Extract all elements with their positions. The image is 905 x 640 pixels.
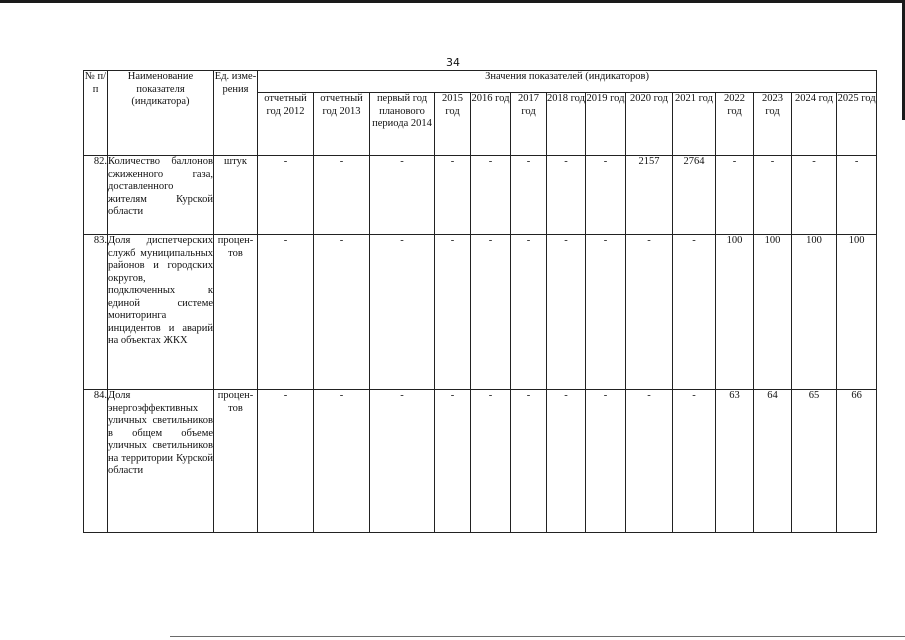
value-cell: - bbox=[511, 390, 547, 533]
value-cell: - bbox=[370, 390, 435, 533]
value-cell: 100 bbox=[754, 235, 792, 390]
value-cell: - bbox=[314, 156, 370, 235]
value-cell: - bbox=[258, 390, 314, 533]
value-cell: - bbox=[754, 156, 792, 235]
header-year: 2024 год bbox=[792, 93, 837, 156]
unit-cell: процен-тов bbox=[214, 235, 258, 390]
header-year: 2016 год bbox=[471, 93, 511, 156]
value-cell: - bbox=[370, 156, 435, 235]
value-cell: 2764 bbox=[673, 156, 716, 235]
header-year: 2020 год bbox=[626, 93, 673, 156]
value-cell: - bbox=[314, 390, 370, 533]
header-year: 2018 год bbox=[547, 93, 586, 156]
value-cell: - bbox=[471, 390, 511, 533]
page-number: 34 bbox=[446, 56, 460, 69]
row-number: 83. bbox=[84, 235, 108, 390]
header-year: 2015 год bbox=[435, 93, 471, 156]
header-year: 2022 год bbox=[716, 93, 754, 156]
value-cell: - bbox=[673, 235, 716, 390]
value-cell: - bbox=[586, 156, 626, 235]
value-cell: - bbox=[258, 235, 314, 390]
header-year: 2023 год bbox=[754, 93, 792, 156]
row-number: 82. bbox=[84, 156, 108, 235]
value-cell: - bbox=[586, 390, 626, 533]
header-year: 2019 год bbox=[586, 93, 626, 156]
header-year: 2017 год bbox=[511, 93, 547, 156]
value-cell: - bbox=[547, 390, 586, 533]
value-cell: - bbox=[547, 235, 586, 390]
value-cell: 100 bbox=[837, 235, 877, 390]
header-year: 2025 год bbox=[837, 93, 877, 156]
value-cell: - bbox=[435, 235, 471, 390]
value-cell: - bbox=[673, 390, 716, 533]
value-cell: 65 bbox=[792, 390, 837, 533]
header-year: отчетный год 2012 bbox=[258, 93, 314, 156]
value-cell: - bbox=[586, 235, 626, 390]
table-row bbox=[84, 156, 877, 235]
value-cell: - bbox=[626, 390, 673, 533]
row-number: 84. bbox=[84, 390, 108, 533]
value-cell: 100 bbox=[716, 235, 754, 390]
value-cell: - bbox=[370, 235, 435, 390]
value-cell: 63 bbox=[716, 390, 754, 533]
unit-cell: процен-тов bbox=[214, 390, 258, 533]
value-cell: - bbox=[511, 156, 547, 235]
table-row bbox=[84, 390, 877, 533]
header-num: № п/п bbox=[84, 71, 108, 156]
value-cell: - bbox=[626, 235, 673, 390]
value-cell: - bbox=[792, 156, 837, 235]
header-name: Наименование показателя (индикатора) bbox=[108, 71, 214, 156]
header-year: 2021 год bbox=[673, 93, 716, 156]
indicator-name: Доля энергоэффективных уличных светильников в общем объеме уличных светильников на территории Курской области bbox=[108, 390, 214, 533]
value-cell: - bbox=[511, 235, 547, 390]
header-year: первый год планового периода 2014 bbox=[370, 93, 435, 156]
header-year: отчетный год 2013 bbox=[314, 93, 370, 156]
header-values-group: Значения показателей (индикаторов) bbox=[258, 71, 877, 93]
value-cell: - bbox=[435, 390, 471, 533]
value-cell: - bbox=[314, 235, 370, 390]
header-unit: Ед. изме-рения bbox=[214, 71, 258, 156]
scan-edge-bottom bbox=[170, 636, 905, 637]
table-row bbox=[84, 235, 877, 390]
value-cell: - bbox=[471, 156, 511, 235]
value-cell: - bbox=[547, 156, 586, 235]
value-cell: - bbox=[716, 156, 754, 235]
indicator-name: Доля диспетчерских служб муниципальных районов и городских округов, подключенных к единой системе мониторинга инцидентов и аварий на объектах ЖКХ bbox=[108, 235, 214, 390]
value-cell: - bbox=[258, 156, 314, 235]
indicator-name: Количество баллонов сжиженного газа, доставленного жителям Курской области bbox=[108, 156, 214, 235]
scan-edge-top bbox=[0, 0, 905, 3]
value-cell: 64 bbox=[754, 390, 792, 533]
value-cell: - bbox=[837, 156, 877, 235]
unit-cell: штук bbox=[214, 156, 258, 235]
value-cell: - bbox=[435, 156, 471, 235]
indicators-table bbox=[83, 70, 877, 533]
value-cell: 100 bbox=[792, 235, 837, 390]
value-cell: 2157 bbox=[626, 156, 673, 235]
value-cell: 66 bbox=[837, 390, 877, 533]
value-cell: - bbox=[471, 235, 511, 390]
